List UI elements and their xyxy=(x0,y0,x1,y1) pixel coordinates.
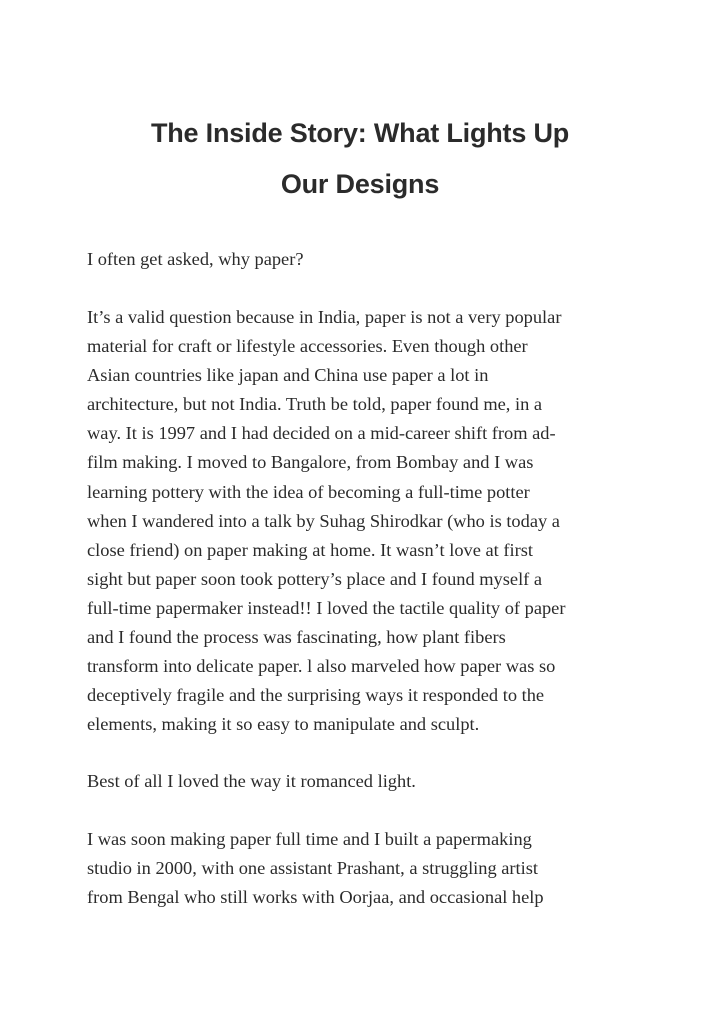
text-line: close friend) on paper making at home. It wasn’t love at first xyxy=(87,539,534,560)
text-line: when I wandered into a talk by Suhag Shirodkar (who is today a xyxy=(87,510,560,531)
text-line: transform into delicate paper. l also marveled how paper was so xyxy=(87,656,556,677)
text-line: film making. I moved to Bangalore, from Bombay and I was xyxy=(87,452,534,473)
text-line: full-time papermaker instead!! I loved the tactile quality of paper xyxy=(87,597,566,618)
text-line: It’s a valid question because in India, paper is not a very popular xyxy=(87,307,562,327)
article-title xyxy=(60,108,660,210)
title-line-2: Our Designs xyxy=(280,169,440,199)
text-line: sight but paper soon took pottery’s place and I found myself a xyxy=(87,568,543,589)
paragraph-studio xyxy=(87,825,647,912)
text-line: architecture, but not India. Truth be told, paper found me, in a xyxy=(87,394,543,415)
paragraph-origin-story xyxy=(87,303,647,739)
text-line: deceptively fragile and the surprising ways it responded to the xyxy=(87,685,545,706)
text-line: Asian countries like japan and China use paper a lot in xyxy=(87,365,489,386)
text-line: studio in 2000, with one assistant Prashant, a struggling artist xyxy=(87,858,539,879)
text-line: I often get asked, why paper? xyxy=(87,249,304,269)
text-line: I was soon making paper full time and I built a papermaking xyxy=(87,829,532,849)
paragraph-light xyxy=(87,767,647,796)
title-line-1: The Inside Story: What Lights Up xyxy=(150,118,570,148)
text-line: and I found the process was fascinating, how plant fibers xyxy=(87,627,506,648)
text-line: elements, making it so easy to manipulate and sculpt. xyxy=(87,714,480,735)
text-line: material for craft or lifestyle accessories. Even though other xyxy=(87,336,528,357)
text-line: from Bengal who still works with Oorjaa, and occasional help xyxy=(87,887,544,908)
text-line: Best of all I loved the way it romanced light. xyxy=(87,771,416,791)
text-line: way. It is 1997 and I had decided on a mid-career shift from ad- xyxy=(87,423,556,444)
paragraph-intro xyxy=(87,245,647,274)
text-line: learning pottery with the idea of becoming a full-time potter xyxy=(87,481,530,502)
